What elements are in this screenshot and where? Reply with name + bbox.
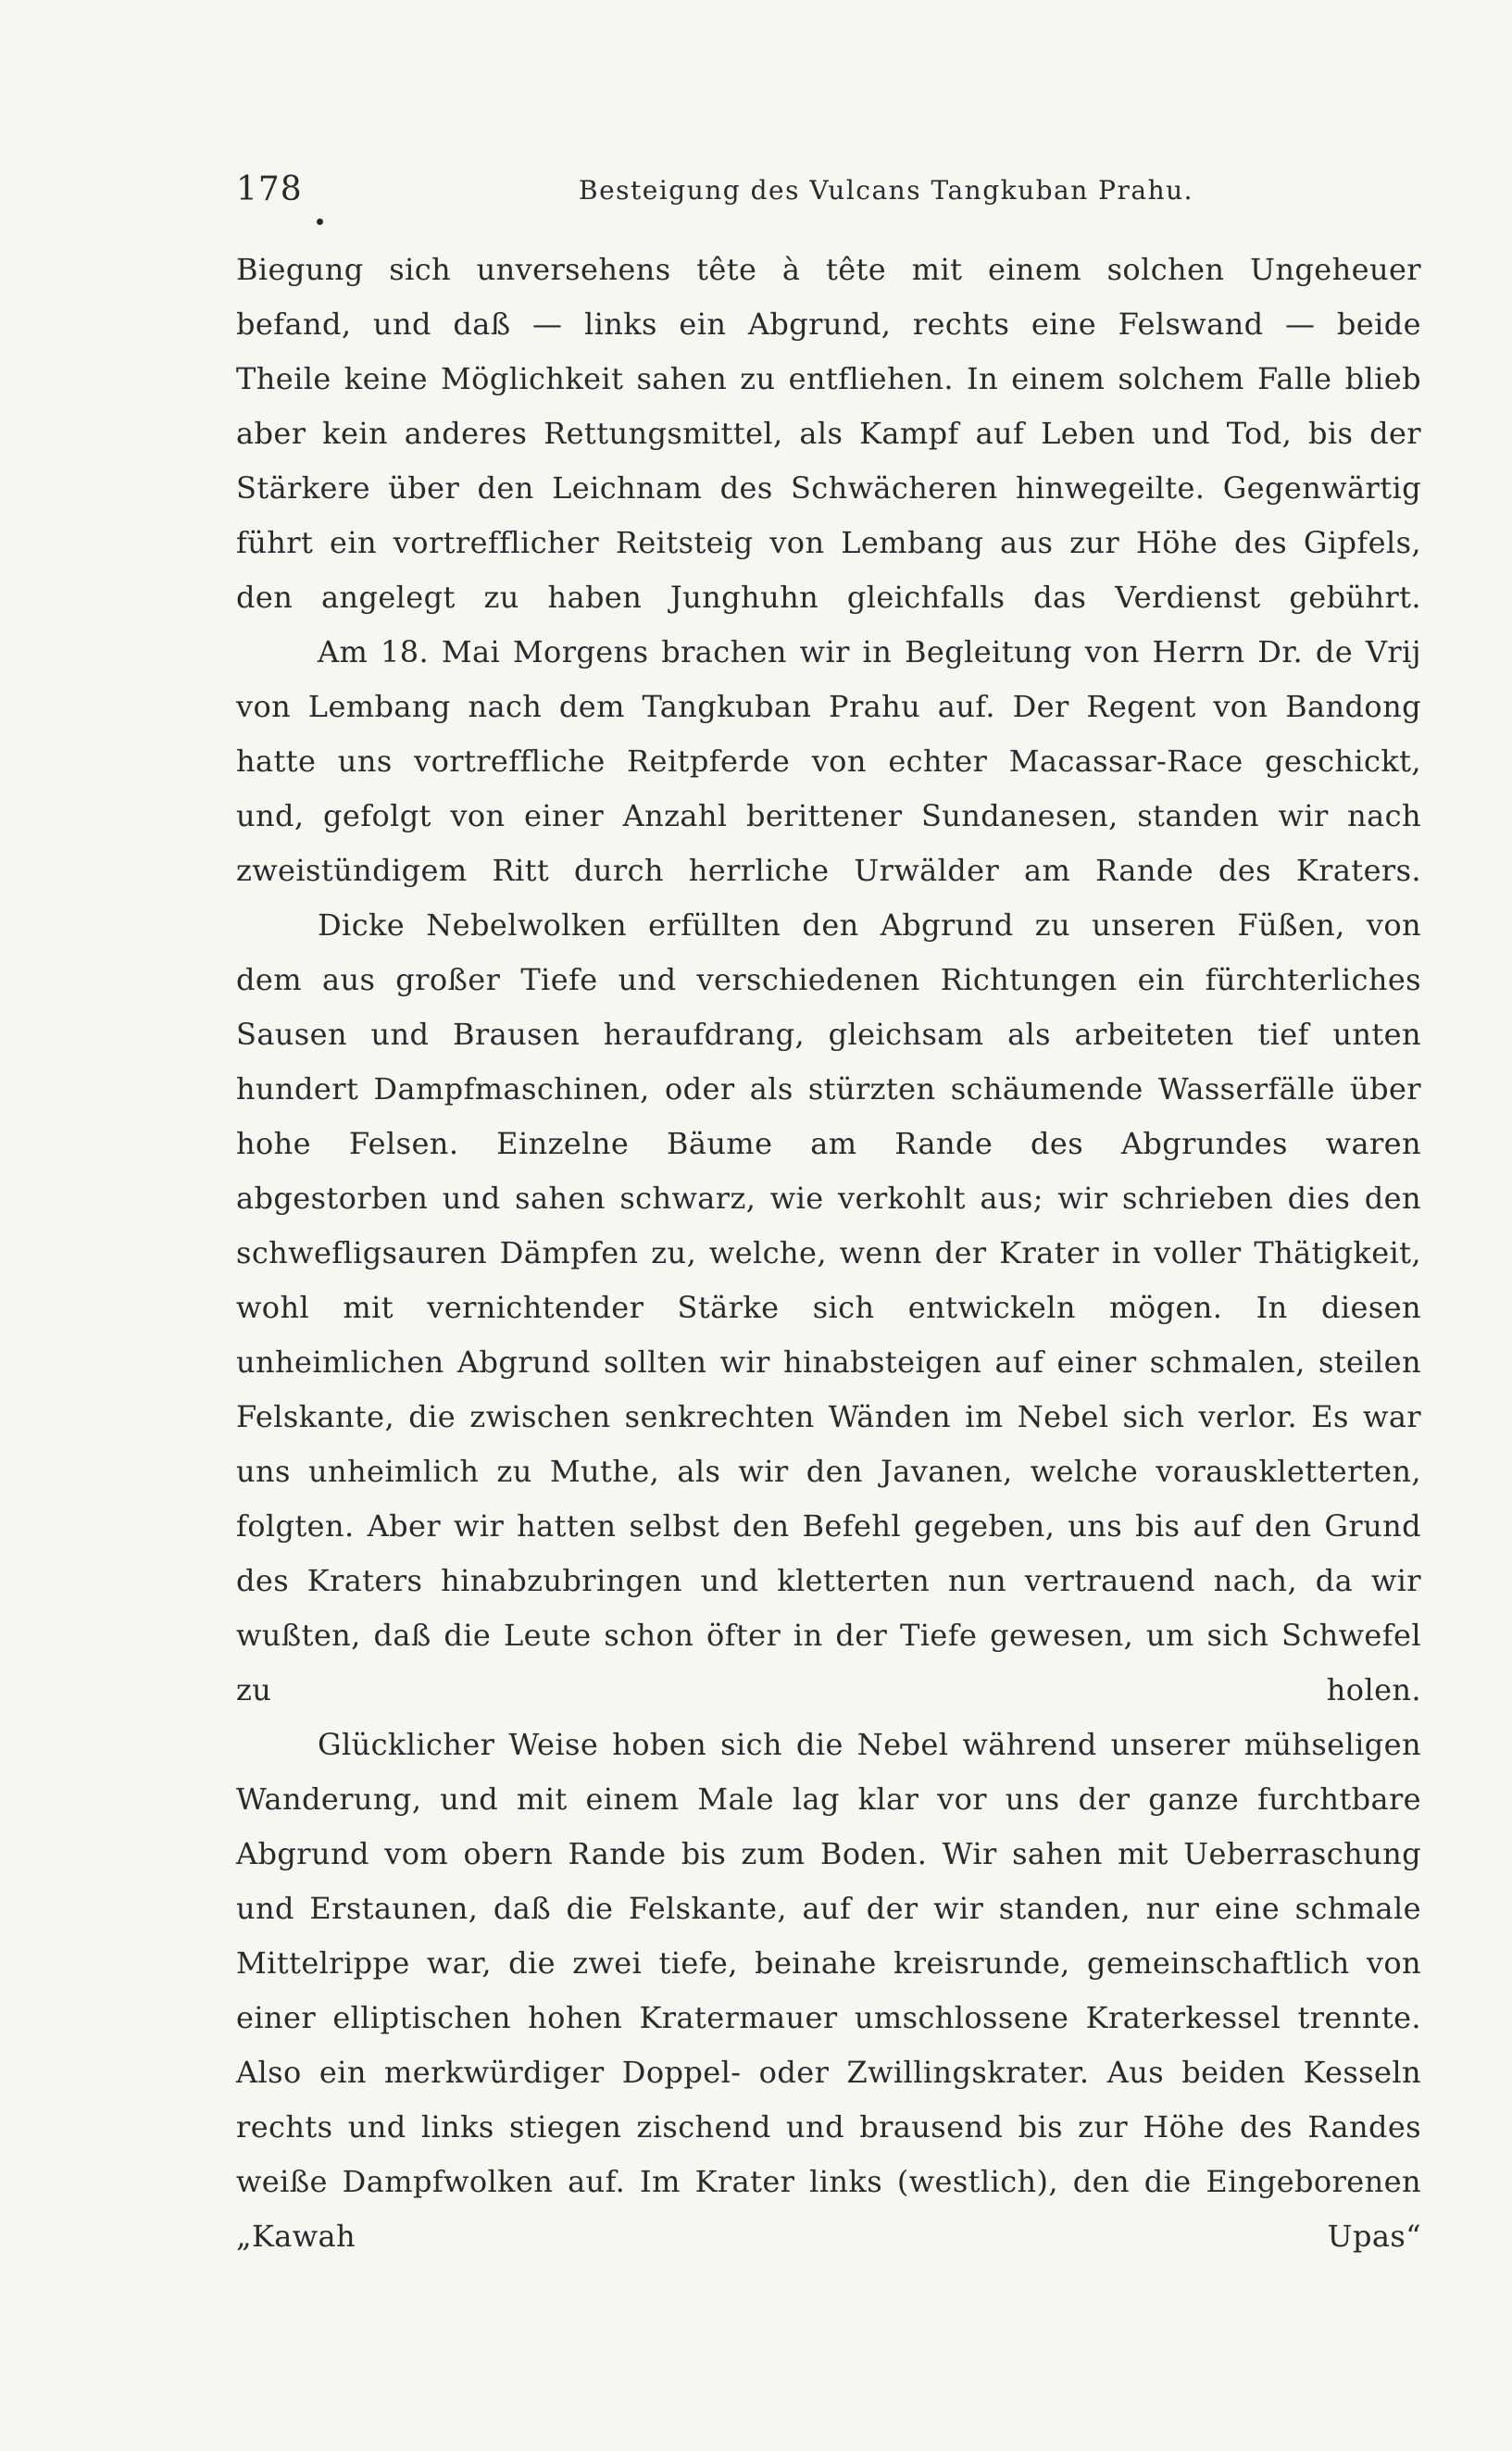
running-title: Besteigung des Vulcans Tangkuban Prahu. [579,175,1194,206]
ornament-dot [317,219,323,225]
page-number: 178 [236,170,303,208]
body-text [236,243,1421,2264]
paragraph-1: Biegung sich unversehens tête à tête mit einem solchen Ungeheuer befand, und daß — links ein Abgrund, rechts eine Felswand — beide Theile keine Möglichkeit sahen zu entfliehen. In einem solchem Falle blieb aber kein anderes Rettungsmittel, als Kampf auf Leben und Tod, bis der Stärkere über den Leichnam des Schwächeren hinwegeilte. Gegenwärtig führt ein vortrefflicher Reitsteig von Lembang aus zur Höhe des Gipfels, den angelegt zu haben Junghuhn gleichfalls das Verdienst gebührt. [236,252,1421,615]
running-head [236,167,1421,213]
paragraph-4: Glücklicher Weise hoben sich die Nebel während unserer mühseligen Wanderung, und mit einem Male lag klar vor uns der ganze furchtbare Abgrund vom obern Rande bis zum Boden. Wir sahen mit Ueberraschung und Erstaunen, daß die Felskante, auf der wir standen, nur eine schmale Mittelrippe war, die zwei tiefe, beinahe kreisrunde, gemeinschaftlich von einer elliptischen hohen Kratermauer umschlossene Kraterkessel trennte. Also ein merkwürdiger Doppel- oder Zwillingskrater. Aus beiden Kesseln rechts und links stiegen zischend und brausend bis zur Höhe des Randes weiße Dampfwolken auf. Im Krater links (westlich), den die Eingeborenen „Kawah Upas“ [236,1727,1421,2254]
paragraph-2: Am 18. Mai Morgens brachen wir in Begleitung von Herrn Dr. de Vrij von Lembang nach dem Tangkuban Prahu auf. Der Regent von Bandong hatte uns vortreffliche Reitpferde von echter Macassar-Race geschickt, und, gefolgt von einer Anzahl berittener Sundanesen, standen wir nach zweistündigem Ritt durch herrliche Urwälder am Rande des Kraters. [236,634,1421,888]
paragraph-3: Dicke Nebelwolken erfüllten den Abgrund zu unseren Füßen, von dem aus großer Tiefe und verschiedenen Richtungen ein fürchterliches Sausen und Brausen heraufdrang, gleichsam als arbeiteten tief unten hundert Dampfmaschinen, oder als stürzten schäumende Wasserfälle über hohe Felsen. Einzelne Bäume am Rande des Abgrundes waren abgestorben und sahen schwarz, wie verkohlt aus; wir schrieben dies den schwefligsauren Dämpfen zu, welche, wenn der Krater in voller Thätigkeit, wohl mit vernichtender Stärke sich entwickeln mögen. In diesen unheimlichen Abgrund sollten wir hinabsteigen auf einer schmalen, steilen Felskante, die zwischen senkrechten Wänden im Nebel sich verlor. Es war uns unheimlich zu Muthe, als wir den Javanen, welche vorauskletterten, folgten. Aber wir hatten selbst den Befehl gegeben, uns bis auf den Grund des Kraters hinabzubringen und kletterten nun vertrauend nach, da wir wußten, daß die Leute schon öfter in der Tiefe gewesen, um sich Schwefel zu holen. [236,907,1421,1707]
